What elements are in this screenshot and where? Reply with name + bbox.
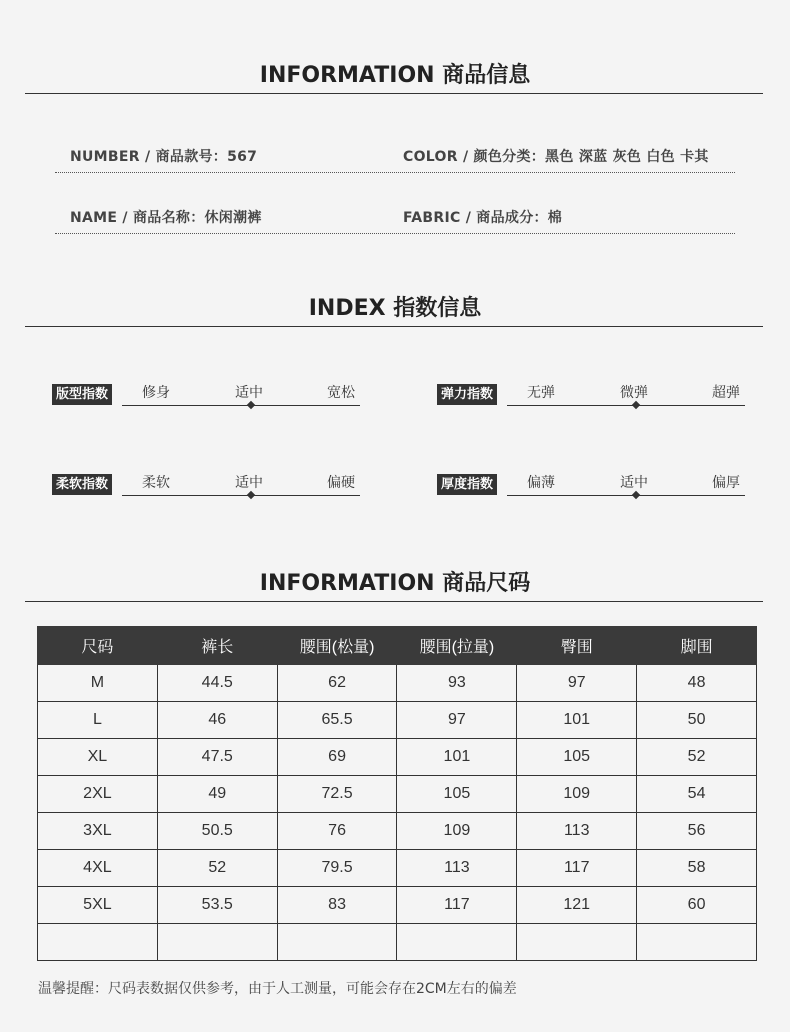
table-cell: 49 [157, 776, 277, 813]
table-cell: 105 [517, 739, 637, 776]
size-header-cell: 脚围 [637, 627, 757, 665]
product-color: COLOR / 颜色分类：黑色 深蓝 灰色 白色 卡其 [403, 149, 709, 165]
table-cell [517, 924, 637, 961]
product-number: NUMBER / 商品款号：567 [70, 149, 258, 165]
size-table-header [38, 627, 757, 665]
index-label-3: 厚度指数 [437, 474, 497, 495]
table-row [38, 813, 757, 850]
table-cell: 117 [397, 887, 517, 924]
product-name: NAME / 商品名称：休闲潮裤 [70, 210, 262, 226]
table-cell: 4XL [38, 850, 158, 887]
info-title-rule [25, 93, 763, 94]
index-option-0-1: 适中 [235, 385, 263, 401]
index-marker-0 [247, 401, 255, 409]
table-cell: 97 [397, 702, 517, 739]
table-row [38, 665, 757, 702]
index-option-1-1: 微弹 [620, 385, 648, 401]
table-row [38, 924, 757, 961]
table-cell: 5XL [38, 887, 158, 924]
index-marker-1 [632, 401, 640, 409]
index-option-2-0: 柔软 [142, 475, 170, 491]
product-fabric: FABRIC / 商品成分：棉 [403, 210, 563, 226]
index-option-2-1: 适中 [235, 475, 263, 491]
table-cell: 72.5 [277, 776, 397, 813]
table-cell: 93 [397, 665, 517, 702]
table-cell: 109 [397, 813, 517, 850]
table-cell: 60 [637, 887, 757, 924]
table-cell: 101 [517, 702, 637, 739]
info-divider-1 [55, 172, 735, 173]
table-cell: 50.5 [157, 813, 277, 850]
index-track-3 [507, 495, 745, 496]
table-cell: 58 [637, 850, 757, 887]
size-title-rule [25, 601, 763, 602]
table-cell: 52 [637, 739, 757, 776]
size-header-cell: 尺码 [38, 627, 158, 665]
size-table [37, 626, 757, 961]
index-marker-2 [247, 491, 255, 499]
index-track-0 [122, 405, 360, 406]
table-cell: 121 [517, 887, 637, 924]
table-cell: 47.5 [157, 739, 277, 776]
table-row [38, 887, 757, 924]
table-cell: 69 [277, 739, 397, 776]
table-cell: 50 [637, 702, 757, 739]
table-row [38, 739, 757, 776]
index-option-2-2: 偏硬 [327, 475, 355, 491]
index-track-2 [122, 495, 360, 496]
size-note: 温馨提醒：尺码表数据仅供参考，由于人工测量，可能会存在2CM左右的偏差 [38, 981, 517, 997]
table-cell [397, 924, 517, 961]
table-cell: 101 [397, 739, 517, 776]
table-cell [157, 924, 277, 961]
table-cell: 52 [157, 850, 277, 887]
index-label-2: 柔软指数 [52, 474, 112, 495]
table-cell: 3XL [38, 813, 158, 850]
index-title: INDEX 指数信息 [308, 296, 482, 321]
table-cell: XL [38, 739, 158, 776]
table-cell: 53.5 [157, 887, 277, 924]
size-header-cell: 腰围(拉量) [397, 627, 517, 665]
index-option-1-2: 超弹 [712, 385, 740, 401]
table-cell: 48 [637, 665, 757, 702]
size-header-cell: 腰围(松量) [277, 627, 397, 665]
table-cell: 117 [517, 850, 637, 887]
table-cell: 109 [517, 776, 637, 813]
index-option-1-0: 无弹 [527, 385, 555, 401]
info-title: INFORMATION 商品信息 [259, 63, 531, 88]
table-cell: 113 [397, 850, 517, 887]
table-cell: 113 [517, 813, 637, 850]
size-title: INFORMATION 商品尺码 [259, 571, 531, 596]
table-cell: 62 [277, 665, 397, 702]
index-option-3-2: 偏厚 [712, 475, 740, 491]
table-cell: 65.5 [277, 702, 397, 739]
size-header-cell: 裤长 [157, 627, 277, 665]
info-divider-2 [55, 233, 735, 234]
index-marker-3 [632, 491, 640, 499]
table-cell: M [38, 665, 158, 702]
table-cell: 105 [397, 776, 517, 813]
index-option-3-0: 偏薄 [527, 475, 555, 491]
size-header-cell: 臀围 [517, 627, 637, 665]
table-cell: 79.5 [277, 850, 397, 887]
table-cell: 54 [637, 776, 757, 813]
table-cell: 44.5 [157, 665, 277, 702]
index-option-0-0: 修身 [142, 385, 170, 401]
table-cell: 46 [157, 702, 277, 739]
table-cell: 2XL [38, 776, 158, 813]
table-cell: 56 [637, 813, 757, 850]
table-row [38, 702, 757, 739]
table-row [38, 850, 757, 887]
table-cell [38, 924, 158, 961]
table-cell: 76 [277, 813, 397, 850]
table-cell: 97 [517, 665, 637, 702]
index-label-1: 弹力指数 [437, 384, 497, 405]
index-option-3-1: 适中 [620, 475, 648, 491]
index-track-1 [507, 405, 745, 406]
table-cell: L [38, 702, 158, 739]
table-cell [277, 924, 397, 961]
index-label-0: 版型指数 [52, 384, 112, 405]
index-option-0-2: 宽松 [327, 385, 355, 401]
table-row [38, 776, 757, 813]
index-title-rule [25, 326, 763, 327]
table-cell [637, 924, 757, 961]
table-cell: 83 [277, 887, 397, 924]
